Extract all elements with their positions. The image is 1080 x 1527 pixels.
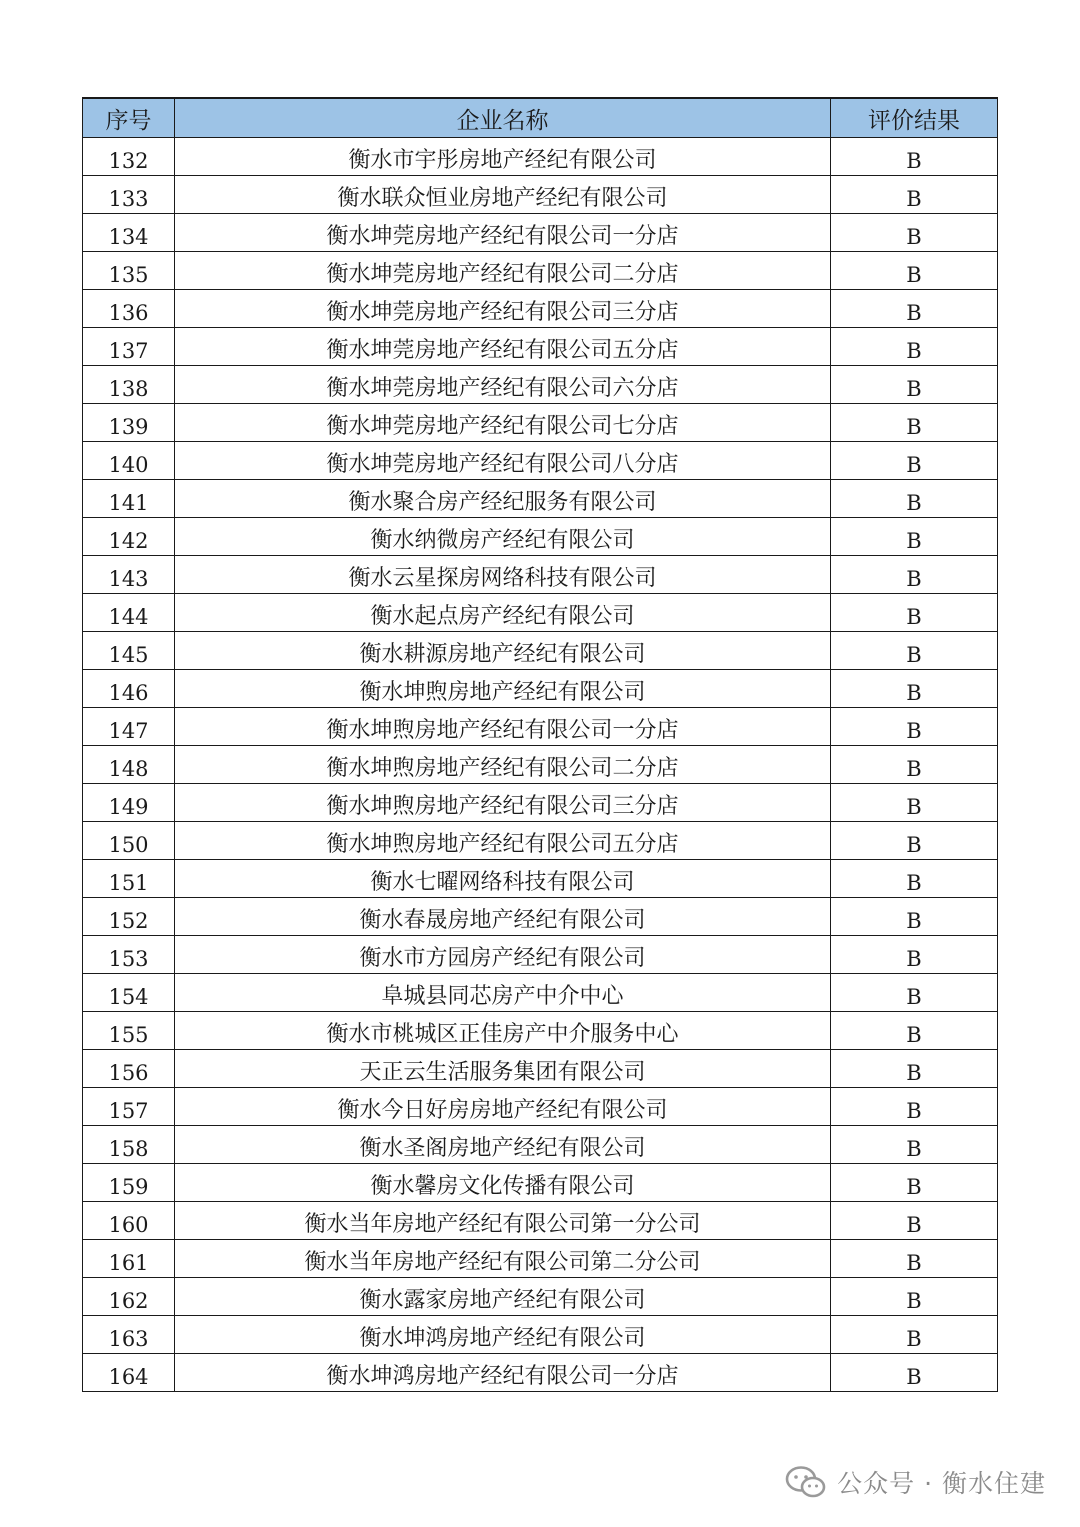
row-result-cell: B (831, 670, 998, 708)
row-seq-cell: 151 (83, 860, 175, 898)
row-result-cell: B (831, 366, 998, 404)
table-header-row (83, 98, 998, 138)
table-row (83, 822, 998, 860)
watermark-text: 公众号 · 衡水住建 (837, 1469, 1046, 1498)
row-seq-cell: 135 (83, 252, 175, 290)
row-result-cell: B (831, 214, 998, 252)
table-row (83, 328, 998, 366)
row-result-cell: B (831, 1088, 998, 1126)
row-seq-cell: 147 (83, 708, 175, 746)
row-result-cell: B (831, 1278, 998, 1316)
row-seq-cell: 144 (83, 594, 175, 632)
row-result-cell: B (831, 290, 998, 328)
row-seq-cell: 155 (83, 1012, 175, 1050)
row-seq-cell: 150 (83, 822, 175, 860)
row-company-cell: 衡水今日好房房地产经纪有限公司 (175, 1088, 831, 1126)
row-company-cell: 衡水露家房地产经纪有限公司 (175, 1278, 831, 1316)
row-seq-cell: 146 (83, 670, 175, 708)
row-result-cell: B (831, 746, 998, 784)
row-result-cell: B (831, 860, 998, 898)
row-company-cell: 天正云生活服务集团有限公司 (175, 1050, 831, 1088)
row-company-cell: 衡水坤莞房地产经纪有限公司八分店 (175, 442, 831, 480)
row-result-cell: B (831, 556, 998, 594)
row-company-cell: 衡水馨房文化传播有限公司 (175, 1164, 831, 1202)
row-result-cell: B (831, 708, 998, 746)
row-seq-cell: 133 (83, 176, 175, 214)
row-result-cell: B (831, 898, 998, 936)
row-result-cell: B (831, 518, 998, 556)
table-row (83, 214, 998, 252)
row-company-cell: 衡水市桃城区正佳房产中介服务中心 (175, 1012, 831, 1050)
row-company-cell: 衡水当年房地产经纪有限公司第一分公司 (175, 1202, 831, 1240)
table-row (83, 1202, 998, 1240)
row-company-cell: 衡水坤鸿房地产经纪有限公司 (175, 1316, 831, 1354)
table-row (83, 252, 998, 290)
row-company-cell: 衡水坤莞房地产经纪有限公司七分店 (175, 404, 831, 442)
table-row (83, 1354, 998, 1392)
row-company-cell: 衡水圣阁房地产经纪有限公司 (175, 1126, 831, 1164)
row-result-cell: B (831, 594, 998, 632)
row-result-cell: B (831, 1012, 998, 1050)
table-row (83, 784, 998, 822)
evaluation-table (82, 97, 998, 1392)
row-result-cell: B (831, 974, 998, 1012)
row-result-cell: B (831, 822, 998, 860)
row-seq-cell: 138 (83, 366, 175, 404)
table-row (83, 404, 998, 442)
row-seq-cell: 137 (83, 328, 175, 366)
row-seq-cell: 159 (83, 1164, 175, 1202)
table-row (83, 632, 998, 670)
table-row (83, 366, 998, 404)
row-seq-cell: 139 (83, 404, 175, 442)
row-company-cell: 衡水耕源房地产经纪有限公司 (175, 632, 831, 670)
column-header-seq: 序号 (83, 98, 175, 138)
row-result-cell: B (831, 404, 998, 442)
row-company-cell: 衡水坤煦房地产经纪有限公司 (175, 670, 831, 708)
table-row (83, 176, 998, 214)
row-result-cell: B (831, 1202, 998, 1240)
row-result-cell: B (831, 1050, 998, 1088)
row-seq-cell: 143 (83, 556, 175, 594)
row-result-cell: B (831, 1164, 998, 1202)
table-row (83, 1316, 998, 1354)
row-company-cell: 衡水起点房产经纪有限公司 (175, 594, 831, 632)
table-row (83, 1088, 998, 1126)
row-company-cell: 衡水坤莞房地产经纪有限公司三分店 (175, 290, 831, 328)
row-result-cell: B (831, 784, 998, 822)
row-result-cell: B (831, 138, 998, 176)
row-company-cell: 衡水七曜网络科技有限公司 (175, 860, 831, 898)
row-seq-cell: 140 (83, 442, 175, 480)
row-seq-cell: 158 (83, 1126, 175, 1164)
row-company-cell: 衡水春晟房地产经纪有限公司 (175, 898, 831, 936)
row-result-cell: B (831, 176, 998, 214)
row-seq-cell: 149 (83, 784, 175, 822)
wechat-icon (785, 1465, 827, 1499)
row-seq-cell: 145 (83, 632, 175, 670)
table-row (83, 1278, 998, 1316)
row-result-cell: B (831, 1240, 998, 1278)
row-company-cell: 衡水坤鸿房地产经纪有限公司一分店 (175, 1354, 831, 1392)
table-body (83, 138, 998, 1392)
row-seq-cell: 154 (83, 974, 175, 1012)
row-seq-cell: 141 (83, 480, 175, 518)
table-row (83, 1050, 998, 1088)
row-company-cell: 衡水坤煦房地产经纪有限公司五分店 (175, 822, 831, 860)
row-company-cell: 衡水当年房地产经纪有限公司第二分公司 (175, 1240, 831, 1278)
row-seq-cell: 153 (83, 936, 175, 974)
row-result-cell: B (831, 480, 998, 518)
row-seq-cell: 164 (83, 1354, 175, 1392)
row-seq-cell: 142 (83, 518, 175, 556)
table-row (83, 138, 998, 176)
row-result-cell: B (831, 1354, 998, 1392)
row-seq-cell: 132 (83, 138, 175, 176)
column-header-result: 评价结果 (831, 98, 998, 138)
row-result-cell: B (831, 936, 998, 974)
row-seq-cell: 163 (83, 1316, 175, 1354)
row-company-cell: 衡水云星探房网络科技有限公司 (175, 556, 831, 594)
row-seq-cell: 162 (83, 1278, 175, 1316)
row-seq-cell: 156 (83, 1050, 175, 1088)
row-company-cell: 衡水市方园房产经纪有限公司 (175, 936, 831, 974)
row-result-cell: B (831, 632, 998, 670)
table-row (83, 746, 998, 784)
row-seq-cell: 161 (83, 1240, 175, 1278)
row-result-cell: B (831, 328, 998, 366)
watermark (785, 1462, 1046, 1502)
table-row (83, 290, 998, 328)
table-row (83, 860, 998, 898)
table-row (83, 556, 998, 594)
row-seq-cell: 136 (83, 290, 175, 328)
table-row (83, 936, 998, 974)
row-company-cell: 衡水联众恒业房地产经纪有限公司 (175, 176, 831, 214)
row-company-cell: 衡水坤煦房地产经纪有限公司二分店 (175, 746, 831, 784)
column-header-company: 企业名称 (175, 98, 831, 138)
table-row (83, 594, 998, 632)
row-seq-cell: 148 (83, 746, 175, 784)
row-seq-cell: 152 (83, 898, 175, 936)
table-row (83, 898, 998, 936)
table-row (83, 1012, 998, 1050)
row-company-cell: 衡水纳微房产经纪有限公司 (175, 518, 831, 556)
table-row (83, 708, 998, 746)
row-company-cell: 衡水市宇彤房地产经纪有限公司 (175, 138, 831, 176)
row-seq-cell: 134 (83, 214, 175, 252)
row-company-cell: 衡水坤莞房地产经纪有限公司一分店 (175, 214, 831, 252)
row-result-cell: B (831, 1126, 998, 1164)
row-company-cell: 阜城县同芯房产中介中心 (175, 974, 831, 1012)
row-company-cell: 衡水坤莞房地产经纪有限公司二分店 (175, 252, 831, 290)
row-company-cell: 衡水聚合房产经纪服务有限公司 (175, 480, 831, 518)
row-result-cell: B (831, 252, 998, 290)
row-seq-cell: 157 (83, 1088, 175, 1126)
table-row (83, 1240, 998, 1278)
table-row (83, 1126, 998, 1164)
table-row (83, 974, 998, 1012)
row-company-cell: 衡水坤莞房地产经纪有限公司五分店 (175, 328, 831, 366)
row-result-cell: B (831, 1316, 998, 1354)
row-company-cell: 衡水坤煦房地产经纪有限公司三分店 (175, 784, 831, 822)
table-row (83, 1164, 998, 1202)
row-company-cell: 衡水坤煦房地产经纪有限公司一分店 (175, 708, 831, 746)
row-result-cell: B (831, 442, 998, 480)
table-row (83, 670, 998, 708)
table-row (83, 518, 998, 556)
table-row (83, 442, 998, 480)
row-company-cell: 衡水坤莞房地产经纪有限公司六分店 (175, 366, 831, 404)
row-seq-cell: 160 (83, 1202, 175, 1240)
table-row (83, 480, 998, 518)
